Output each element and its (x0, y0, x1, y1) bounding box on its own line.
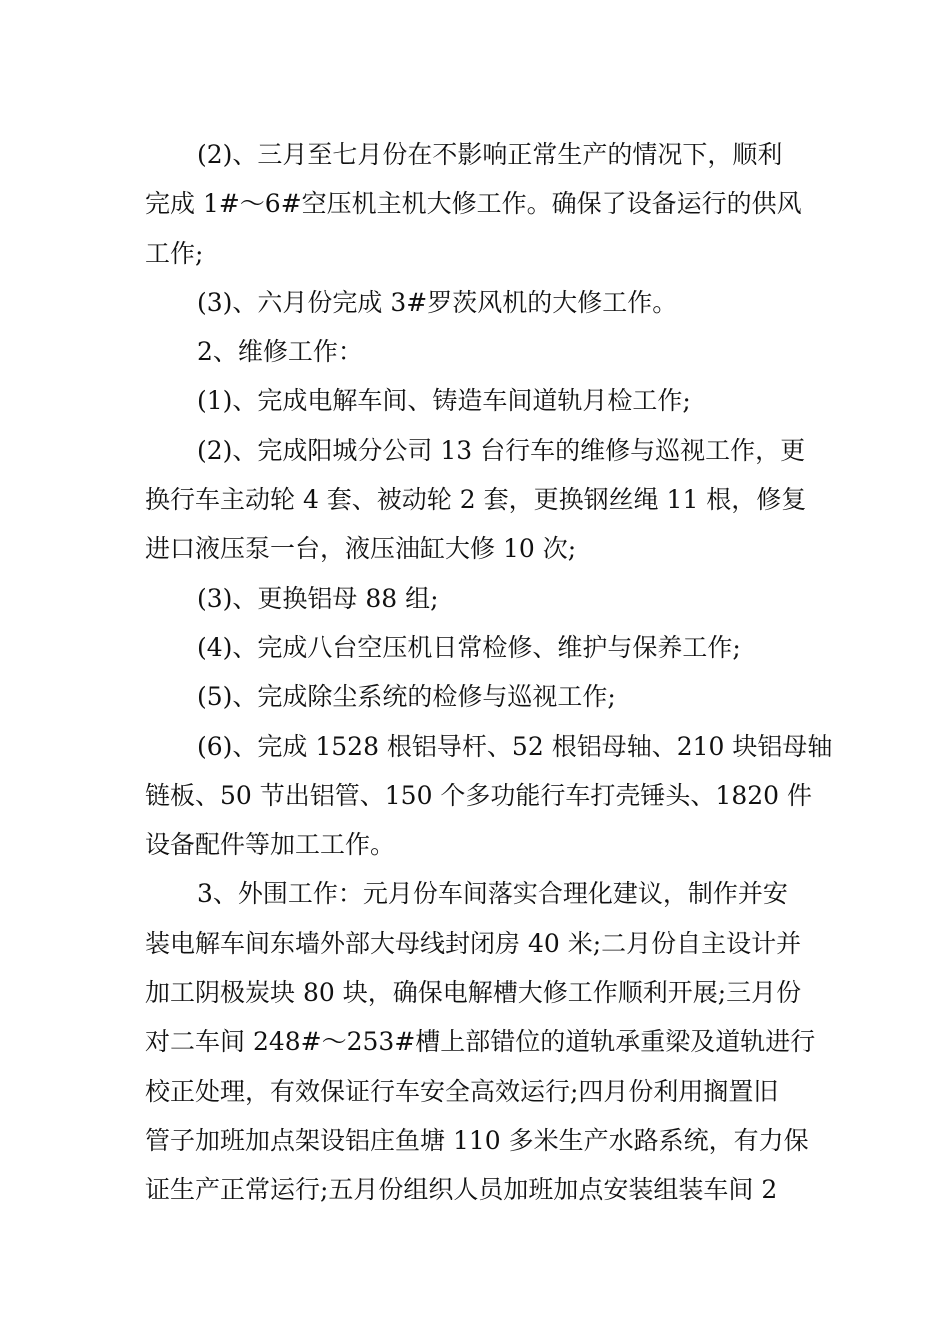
text-line: (4)、完成八台空压机日常检修、维护与保养工作; (197, 632, 741, 662)
section-heading: 2、维修工作： (197, 337, 363, 367)
text-line: 换行车主动轮 4 套、被动轮 2 套，更换钢丝绳 11 根，修复 (145, 485, 807, 515)
document-body (145, 130, 833, 1215)
text-line: (5)、完成除尘系统的检修与巡视工作; (197, 682, 616, 712)
text-line: 3、外围工作：元月份车间落实合理化建议，制作并安 (197, 879, 788, 909)
text-line: 工作; (145, 238, 204, 268)
text-line: (6)、完成 1528 根铝导杆、52 根铝母轴、210 块铝母轴 (197, 731, 833, 761)
text-line: 对二车间 248#～253#槽上部错位的道轨承重梁及道轨进行 (145, 1027, 816, 1057)
text-line: 加工阴极炭块 80 块，确保电解槽大修工作顺利开展;三月份 (145, 978, 802, 1008)
text-line: 完成 1#～6#空压机主机大修工作。确保了设备运行的供风 (145, 189, 802, 219)
text-line: (2)、三月至七月份在不影响正常生产的情况下，顺利 (197, 140, 783, 169)
text-line: (1)、完成电解车间、铸造车间道轨月检工作; (197, 386, 691, 416)
text-line: 管子加班加点架设铝庄鱼塘 110 多米生产水路系统，有力保 (145, 1125, 809, 1155)
text-line: 证生产正常运行;五月份组织人员加班加点安装组装车间 2 (145, 1175, 778, 1205)
text-line: 装电解车间东墙外部大母线封闭房 40 米;二月份自主设计并 (145, 928, 802, 958)
text-line: 设备配件等加工工作。 (145, 830, 396, 860)
text-line: (2)、完成阳城分公司 13 台行车的维修与巡视工作，更 (197, 435, 806, 465)
text-line: 校正处理，有效保证行车安全高效运行;四月份利用搁置旧 (145, 1076, 779, 1106)
text-line: (3)、更换铝母 88 组; (197, 583, 439, 613)
text-line: 链板、50 节出铝管、150 个多功能行车打壳锤头、1820 件 (145, 780, 812, 810)
text-line: 进口液压泵一台，液压油缸大修 10 次; (145, 534, 577, 564)
text-line: (3)、六月份完成 3#罗茨风机的大修工作。 (197, 287, 678, 317)
